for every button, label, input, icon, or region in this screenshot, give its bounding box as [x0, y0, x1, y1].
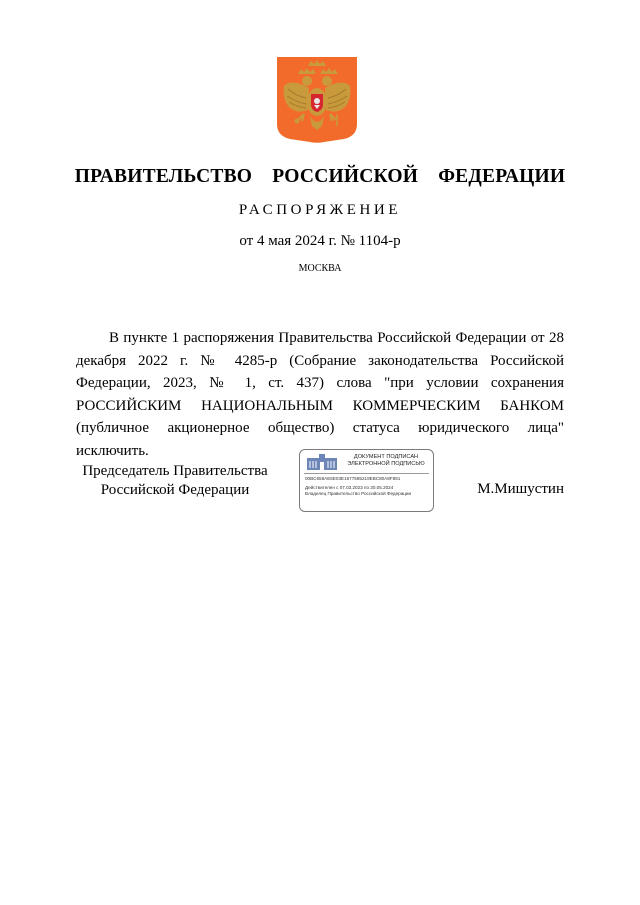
signer-position: [70, 462, 280, 500]
certificate-validity: Действителен с 07.03.2023 по 30.05.2024: [305, 485, 394, 490]
government-title: ПРАВИТЕЛЬСТВО РОССИЙСКОЙ ФЕДЕРАЦИИ: [74, 166, 566, 187]
coat-of-arms-icon: [276, 56, 358, 146]
certificate-owner: Владелец Правительство Российской Федерации: [305, 491, 412, 496]
signer-name: М.Мишустин: [477, 481, 564, 497]
signer-position-line1: Председатель Правительства: [82, 463, 268, 479]
stamp-heading: [340, 454, 432, 468]
electronic-signature-stamp: [299, 449, 434, 512]
certificate-serial: 00BC658AE6E03E1677585219EBC80A8F891: [305, 476, 401, 481]
issue-city: МОСКВА: [298, 263, 342, 274]
stamp-divider: [304, 473, 429, 474]
document-date-number: от 4 мая 2024 г. № 1104-р: [239, 233, 401, 249]
government-building-icon: [305, 454, 339, 472]
stamp-heading-line2: ЭЛЕКТРОННОЙ ПОДПИСЬЮ: [347, 461, 425, 467]
order-text: В пункте 1 распоряжения Правительства Российской Федерации от 28 декабря 2022 г. № 4285-р (Собрание законодательства Российской Федерации, 2023, № 1, ст. 437) слова "при условии сохранения РОССИЙСКИМ НАЦИОНАЛЬНЫМ КОММЕРЧЕСКИМ БАНКОМ (публичное акционерное общество) статуса юридического лица" исключить.: [76, 330, 564, 459]
stamp-heading-line1: ДОКУМЕНТ ПОДПИСАН: [353, 454, 419, 460]
signer-position-line2: Российской Федерации: [100, 482, 250, 498]
document-type: РАСПОРЯЖЕНИЕ: [238, 202, 402, 218]
